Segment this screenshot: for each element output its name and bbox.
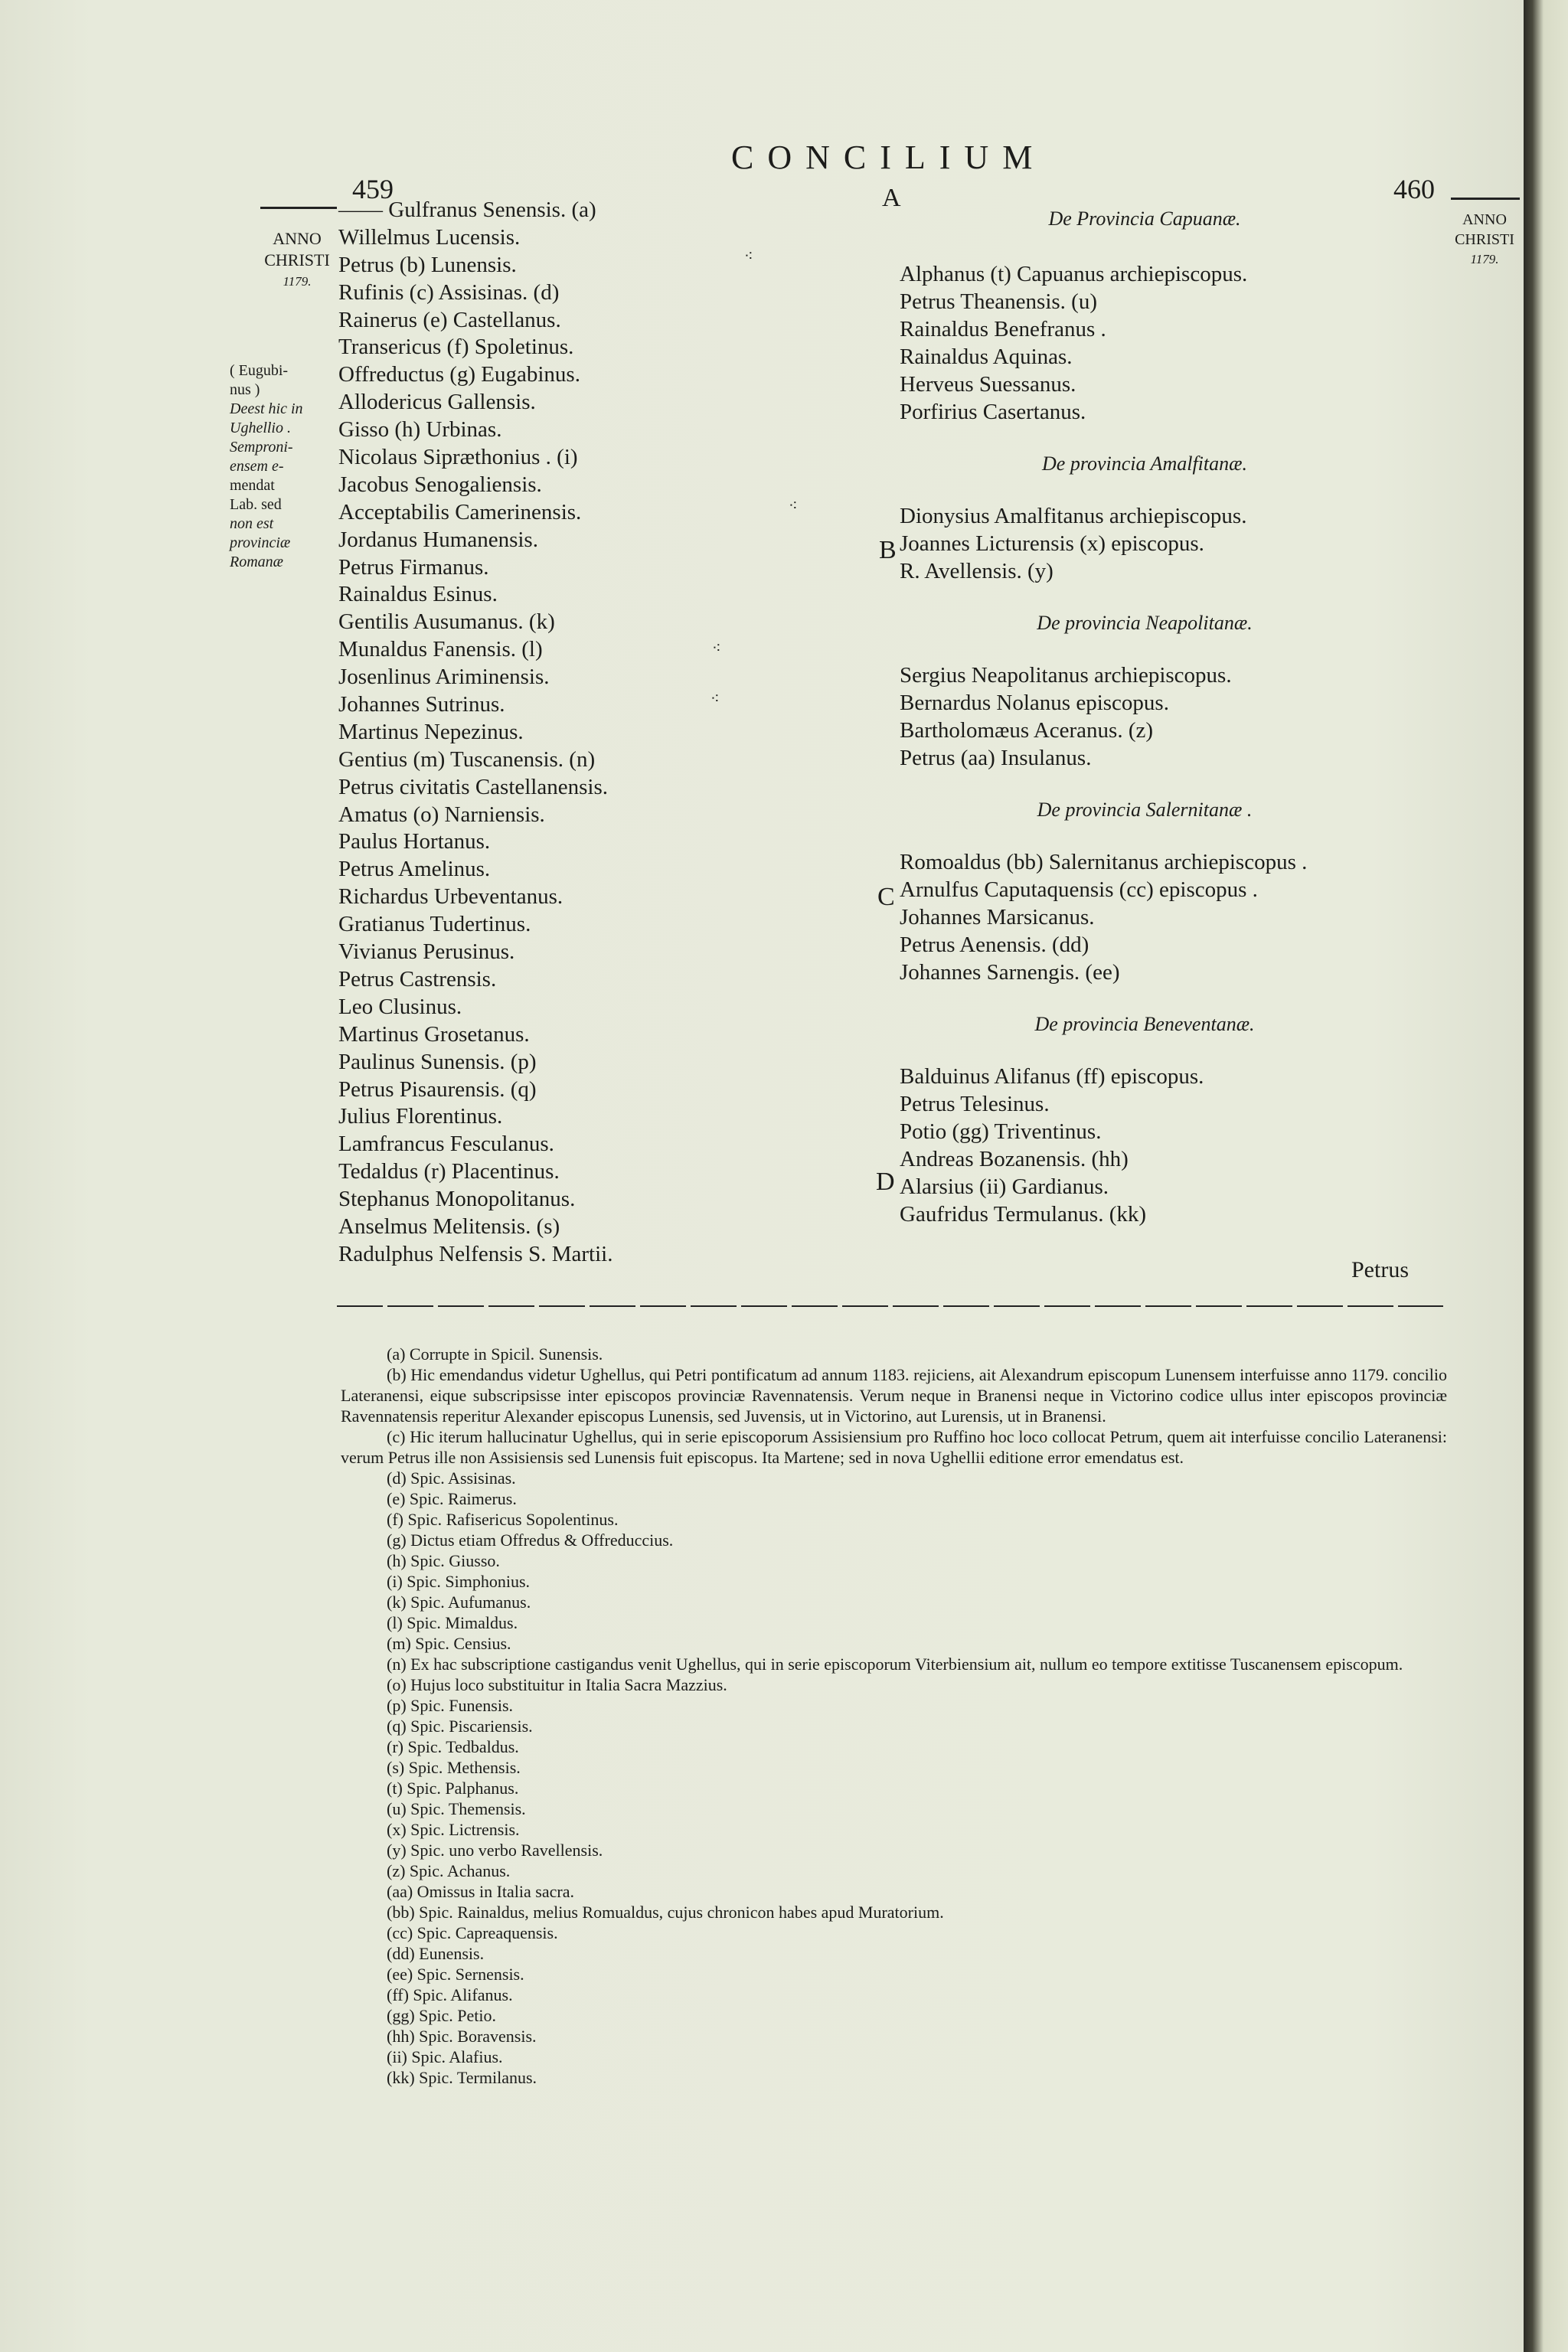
list-item: Rufinis (c) Assisinas. (d) <box>338 279 560 305</box>
list-item: Radulphus Nelfensis S. Martii. <box>338 1241 613 1266</box>
list-item: R. Avellensis. (y) <box>900 559 1054 583</box>
note-line: non est <box>230 515 274 532</box>
header-rule-right <box>1451 198 1520 200</box>
list-item: Petrus Amelinus. <box>338 857 491 882</box>
anno-year: 1179. <box>283 274 312 289</box>
list-item: Sergius Neapolitanus archiepiscopus. <box>900 663 1232 688</box>
footnote: (h) Spic. Giusso. <box>387 1551 500 1570</box>
list-item: Gisso (h) Urbinas. <box>338 417 502 443</box>
anno-year: 1179. <box>1470 252 1499 266</box>
province-heading: De provincia Beneventanæ. <box>1034 1013 1255 1035</box>
footnote: (u) Spic. Themensis. <box>387 1799 526 1818</box>
note-line: ( Eugubi- <box>230 362 289 379</box>
list-item: Arnulfus Caputaquensis (cc) episcopus . <box>900 877 1258 902</box>
note-line: mendat <box>230 477 275 494</box>
footnote: (i) Spic. Simphonius. <box>387 1572 531 1591</box>
list-item: Herveus Suessanus. <box>900 372 1076 397</box>
footnote: (ii) Spic. Alafius. <box>387 2047 503 2066</box>
list-item: Bartholomæus Aceranus. (z) <box>900 718 1154 743</box>
list-item: Petrus Castrensis. <box>338 966 497 991</box>
list-item: Leo Clusinus. <box>338 994 462 1019</box>
list-item: Bernardus Nolanus episcopus. <box>900 691 1169 715</box>
list-item: Allodericus Gallensis. <box>338 390 536 415</box>
list-item: Josenlinus Ariminensis. <box>338 665 550 690</box>
note-line: ensem e- <box>230 458 284 475</box>
footnote: (ee) Spic. Sernensis. <box>387 1965 524 1984</box>
footnote: (ff) Spic. Alifanus. <box>387 1985 513 2004</box>
list-item: Petrus Aenensis. (dd) <box>900 933 1089 957</box>
ornament-dots: ⁖ <box>789 498 801 514</box>
christi-label: CHRISTI <box>1455 231 1514 248</box>
list-item: Johannes Sutrinus. <box>338 692 505 717</box>
province-heading: De provincia Neapolitanæ. <box>1037 612 1253 634</box>
margin-letter-d: D <box>876 1168 895 1196</box>
note-line: Romanæ <box>230 554 283 570</box>
list-item: Martinus Nepezinus. <box>338 719 524 744</box>
province-heading: De provincia Amalfitanæ. <box>1042 452 1247 475</box>
header-rule-left <box>260 207 337 209</box>
list-item: Rainaldus Aquinas. <box>900 345 1073 369</box>
note-line: Ughellio . <box>230 420 291 436</box>
list-item: Anselmus Melitensis. (s) <box>338 1214 560 1239</box>
list-item: Gentilis Ausumanus. (k) <box>338 609 555 635</box>
list-item: Gentius (m) Tuscanensis. (n) <box>338 746 596 772</box>
province-heading: De Provincia Capuanæ. <box>1048 207 1241 230</box>
catchword: Petrus <box>1351 1257 1409 1282</box>
footnote: (o) Hujus loco substituitur in Italia Sacra Mazzius. <box>387 1675 727 1694</box>
margin-letter-a: A <box>882 184 901 212</box>
footnote: (e) Spic. Raimerus. <box>387 1489 517 1508</box>
list-item: Johannes Marsicanus. <box>900 905 1095 929</box>
list-item: Nicolaus Sipræthonius . (i) <box>338 445 578 470</box>
list-item: —— Gulfranus Senensis. (a) <box>338 198 596 222</box>
footnote: (c) Hic iterum hallucinatur Ughellus, qui in serie episcoporum Assisiensium pro Ruffino hoc loco collocat Petrum, quem ait interfuisse concilio Lateranensi: verum Petrus ille non Assisiensis sed Lunensis fuit episcopus. Ita Martene; sed in nova Ughellii editione error emendatus est. <box>341 1427 1447 1467</box>
province-heading: De provincia Salernitanæ . <box>1037 799 1253 821</box>
list-item: Transericus (f) Spoletinus. <box>338 335 574 360</box>
anno-label: ANNO <box>1462 211 1507 228</box>
footnote: (y) Spic. uno verbo Ravellensis. <box>387 1841 603 1860</box>
list-item: Petrus (b) Lunensis. <box>338 252 517 277</box>
footnote: (s) Spic. Methensis. <box>387 1758 521 1777</box>
footnote: (x) Spic. Lictrensis. <box>387 1820 520 1839</box>
footnote: (kk) Spic. Termilanus. <box>387 2068 537 2087</box>
list-item: Porfirius Casertanus. <box>900 400 1086 424</box>
margin-letter-b: B <box>879 536 897 564</box>
list-item: Paulus Hortanus. <box>338 829 491 854</box>
list-item: Jacobus Senogaliensis. <box>338 472 542 497</box>
list-item: Rainerus (e) Castellanus. <box>338 307 561 332</box>
list-item: Rainaldus Benefranus . <box>900 317 1106 341</box>
note-line: provinciæ <box>230 534 291 551</box>
list-item: Alphanus (t) Capuanus archiepiscopus. <box>900 262 1248 286</box>
ornament-dots: ⁖ <box>712 640 724 657</box>
ornament-dots: ⁖ <box>744 248 756 265</box>
footnote: (k) Spic. Aufumanus. <box>387 1592 531 1612</box>
footnote: (bb) Spic. Rainaldus, melius Romualdus, cujus chronicon habes apud Muratorium. <box>387 1903 944 1922</box>
list-item: Rainaldus Esinus. <box>338 582 498 607</box>
running-title: CONCILIUM <box>731 139 1047 176</box>
anno-christi-right <box>1450 210 1519 270</box>
list-item: Petrus Telesinus. <box>900 1092 1050 1116</box>
list-item: Joannes Licturensis (x) episcopus. <box>900 531 1204 556</box>
page-number-left: 459 <box>352 174 394 204</box>
footnote: (m) Spic. Censius. <box>387 1634 511 1653</box>
list-item: Alarsius (ii) Gardianus. <box>900 1174 1109 1199</box>
list-item: Johannes Sarnengis. (ee) <box>900 960 1120 985</box>
footnote: (a) Corrupte in Spicil. Sunensis. <box>387 1344 603 1364</box>
list-item: Gratianus Tudertinus. <box>338 912 531 937</box>
list-item: Dionysius Amalfitanus archiepiscopus. <box>900 504 1247 528</box>
facing-page-edge <box>1524 0 1568 2352</box>
footnote: (b) Hic emendandus videtur Ughellus, qui Petri pontificatum ad annum 1183. rejiciens, ait Alexandrum episcopum Lunensem interfuisse anno 1179. concilio Lateranensi, eique subscripsisse inter episcopos provinciæ Ravennatensis. Verum neque in Branensi neque in Victorino codice ullus inter episcopos provinciæ Ravennatensis reperitur Alexander episcopus Lunensis, sed Juvensis, ut in Victorino, aut Lurensis, ut in Branensi. <box>341 1365 1447 1426</box>
footnote: (l) Spic. Mimaldus. <box>387 1613 518 1632</box>
list-item: Lamfrancus Fesculanus. <box>338 1132 554 1157</box>
note-line: Semproni- <box>230 439 293 456</box>
list-item: Petrus Pisaurensis. (q) <box>338 1076 537 1102</box>
ornament-dots: ⁖ <box>710 691 723 707</box>
list-item: Vivianus Perusinus. <box>338 939 515 965</box>
right-column-provinces <box>900 205 1390 1228</box>
page-number-right: 460 <box>1393 174 1435 204</box>
footnote: (q) Spic. Piscariensis. <box>387 1717 533 1736</box>
footnote: (dd) Eunensis. <box>387 1944 485 1963</box>
footnote: (cc) Spic. Capreaquensis. <box>387 1923 558 1942</box>
footnote: (d) Spic. Assisinas. <box>387 1468 516 1488</box>
list-item: Balduinus Alifanus (ff) episcopus. <box>900 1064 1204 1089</box>
footnote: (p) Spic. Funensis. <box>387 1696 513 1715</box>
footnote: (z) Spic. Achanus. <box>387 1861 511 1880</box>
anno-label: ANNO <box>273 229 322 248</box>
list-item: Jordanus Humanensis. <box>338 527 538 552</box>
list-item: Richardus Urbeventanus. <box>338 884 564 910</box>
footnote: (t) Spic. Palphanus. <box>387 1779 519 1798</box>
margin-letter-c: C <box>877 883 895 911</box>
note-line: nus ) <box>230 381 260 398</box>
list-item: Willelmus Lucensis. <box>338 224 521 250</box>
footnote-separator <box>337 1305 1443 1307</box>
list-item: Paulinus Sunensis. (p) <box>338 1049 537 1074</box>
footnotes <box>341 1344 1447 2088</box>
list-item: Potio (gg) Triventinus. <box>900 1119 1102 1144</box>
list-item: Petrus Firmanus. <box>338 554 489 580</box>
list-item: Tedaldus (r) Placentinus. <box>338 1159 560 1184</box>
list-item: Munaldus Fanensis. (l) <box>338 637 543 662</box>
list-item: Romoaldus (bb) Salernitanus archiepiscopus . <box>900 850 1308 874</box>
list-item: Petrus Theanensis. (u) <box>900 289 1097 314</box>
footnote: (n) Ex hac subscriptione castigandus venit Ughellus, qui in serie episcoporum Viterbiensium ait, nullum eo tempore extitisse Tuscanensem episcopum. <box>387 1655 1403 1674</box>
anno-christi-left <box>259 228 335 292</box>
list-item: Offreductus (g) Eugabinus. <box>338 362 580 387</box>
list-item: Acceptabilis Camerinensis. <box>338 499 582 524</box>
footnote: (f) Spic. Rafisericus Sopolentinus. <box>387 1510 619 1529</box>
footnote: (r) Spic. Tedbaldus. <box>387 1737 519 1756</box>
marginal-note <box>230 361 345 572</box>
list-item: Martinus Grosetanus. <box>338 1021 530 1047</box>
footnote: (hh) Spic. Boravensis. <box>387 2027 537 2046</box>
list-item: Amatus (o) Narniensis. <box>338 802 545 827</box>
left-column-list <box>338 196 737 1268</box>
footnote: (gg) Spic. Petio. <box>387 2006 496 2025</box>
christi-label: CHRISTI <box>264 250 330 270</box>
list-item: Petrus (aa) Insulanus. <box>900 746 1092 770</box>
footnote: (aa) Omissus in Italia sacra. <box>387 1882 574 1901</box>
list-item: Gaufridus Termulanus. (kk) <box>900 1202 1147 1227</box>
list-item: Petrus civitatis Castellanensis. <box>338 774 608 799</box>
note-line: Deest hic in <box>230 400 303 417</box>
footnote: (g) Dictus etiam Offredus & Offreduccius. <box>387 1530 674 1550</box>
note-line: Lab. sed <box>230 496 282 513</box>
list-item: Andreas Bozanensis. (hh) <box>900 1147 1129 1171</box>
list-item: Stephanus Monopolitanus. <box>338 1187 576 1212</box>
list-item: Julius Florentinus. <box>338 1104 503 1129</box>
